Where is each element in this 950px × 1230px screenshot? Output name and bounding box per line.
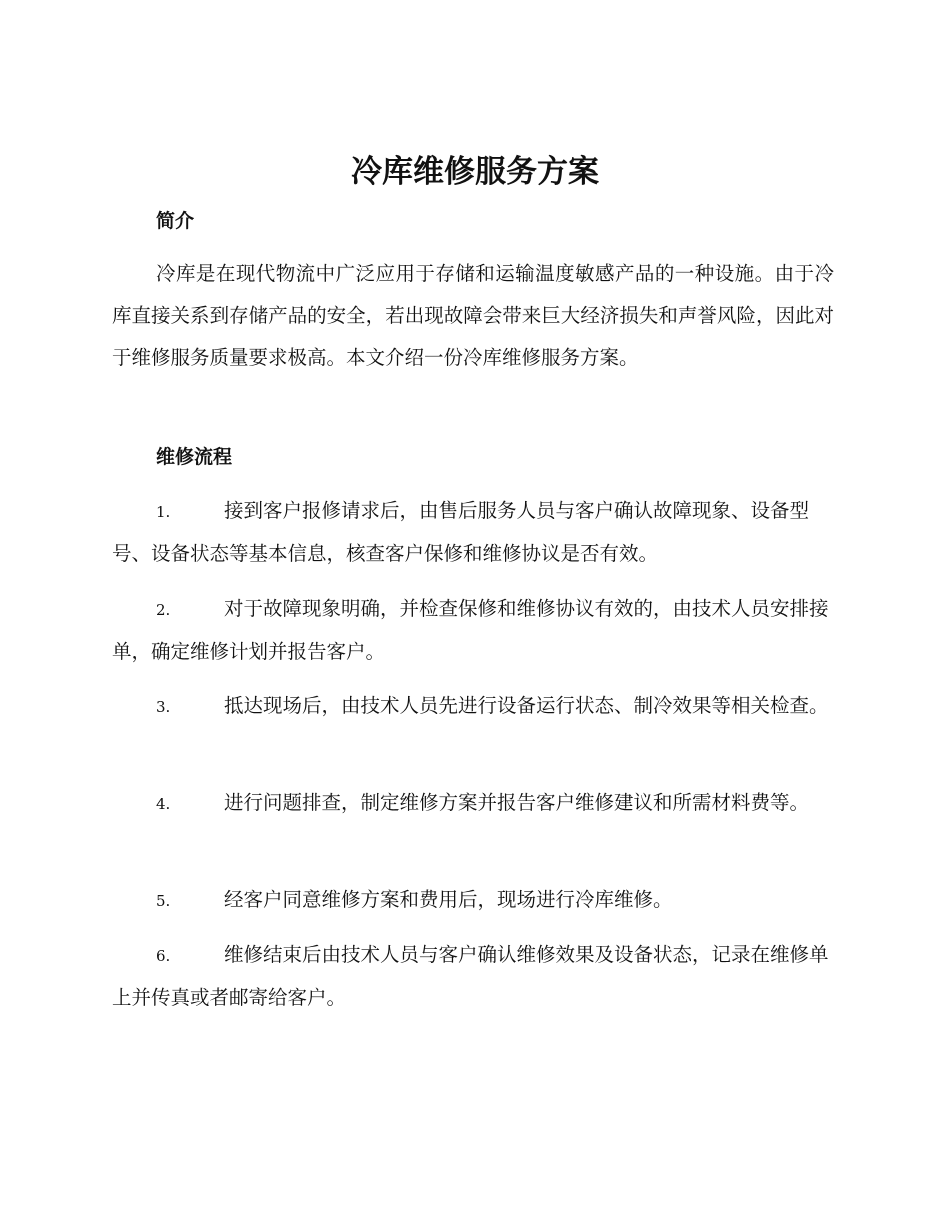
step-text: 接到客户报修请求后，由售后服务人员与客户确认故障现象、设备型号、设备状态等基本信息，核查客户保修和维修协议是否有效。 (112, 499, 810, 565)
step-text: 维修结束后由技术人员与客户确认维修效果及设备状态，记录在维修单上并传真或者邮寄给客户。 (112, 943, 829, 1009)
process-step (112, 879, 834, 922)
step-text: 抵达现场后，由技术人员先进行设备运行状态、制冷效果等相关检查。 (224, 694, 829, 717)
step-number: 6. (156, 947, 171, 965)
process-step (112, 490, 834, 575)
step-number: 5. (156, 892, 171, 910)
process-step (112, 782, 834, 825)
section-heading-intro: 简介 (156, 210, 195, 232)
step-number: 3. (156, 698, 171, 716)
step-text: 对于故障现象明确，并检查保修和维修协议有效的，由技术人员安排接单，确定维修计划并报告客户。 (112, 597, 829, 663)
step-number: 2. (156, 601, 171, 619)
document-title: 冷库维修服务方案 (351, 154, 599, 190)
process-step (112, 685, 834, 728)
section-heading-process: 维修流程 (156, 446, 233, 468)
step-number: 4. (156, 795, 171, 813)
step-number: 1. (156, 503, 171, 521)
intro-paragraph: 冷库是在现代物流中广泛应用于存储和运输温度敏感产品的一种设施。由于冷库直接关系到存储产品的安全，若出现故障会带来巨大经济损失和声誉风险，因此对于维修服务质量要求极高。本文介绍一份冷库维修服务方案。 (112, 262, 834, 369)
step-text: 经客户同意维修方案和费用后，现场进行冷库维修。 (224, 888, 673, 911)
process-step (112, 588, 834, 673)
process-step (112, 934, 834, 1019)
step-text: 进行问题排查，制定维修方案并报告客户维修建议和所需材料费等。 (224, 791, 810, 814)
